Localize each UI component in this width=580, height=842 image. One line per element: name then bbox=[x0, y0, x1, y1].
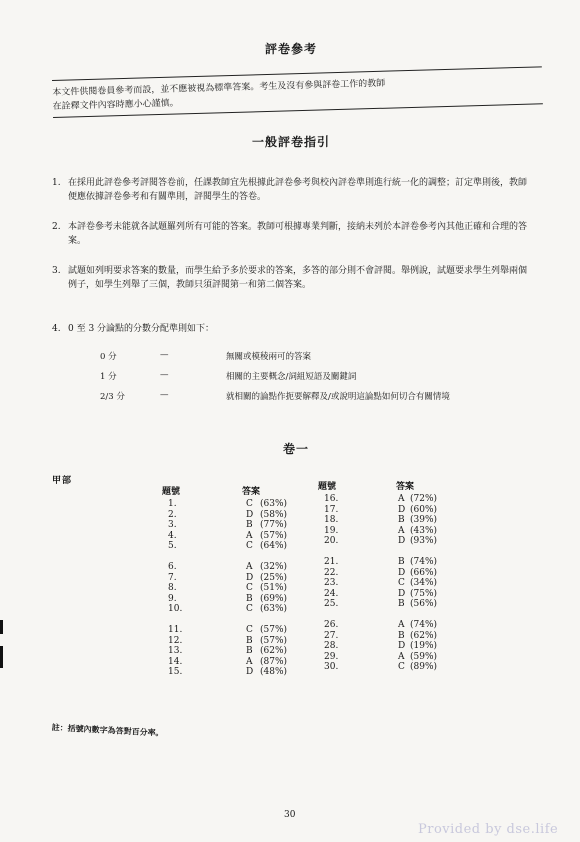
mark-dash: — bbox=[160, 390, 169, 400]
mark-description: 就相關的論點作扼要解釋及/或說明這論點如何切合有關情境 bbox=[226, 392, 450, 402]
answer-letter: B bbox=[398, 557, 405, 567]
instruction-text: 在採用此評卷參考評閱答卷前，任課教師宜先根據此評卷參考與校內評卷準則進行統一化的調整；訂定準則後，教師便應依據評卷參考和有關準則，評閱學生的答卷。 bbox=[68, 178, 528, 202]
answer-letter: C bbox=[398, 578, 405, 588]
guide-title: 一般評卷指引 bbox=[252, 135, 331, 149]
answer-percentage: (57%) bbox=[260, 635, 288, 646]
answer-letter: A bbox=[246, 562, 253, 572]
answer-percentage: (64%) bbox=[260, 541, 288, 551]
mark-dash: — bbox=[160, 370, 169, 380]
answer-percentage: (19%) bbox=[410, 641, 438, 651]
answer-percentage: (48%) bbox=[260, 667, 288, 677]
answer-letter: A bbox=[246, 530, 253, 541]
answer-letter: C bbox=[246, 583, 253, 593]
question-number: 13. bbox=[168, 646, 183, 656]
page-number: 30 bbox=[284, 810, 296, 820]
answer-letter: B bbox=[398, 630, 405, 641]
question-number: 9. bbox=[168, 593, 177, 604]
answer-letter: A bbox=[246, 656, 253, 667]
answer-letter: C bbox=[246, 625, 253, 635]
answer-percentage: (60%) bbox=[410, 504, 438, 515]
instruction-text: 0 至 3 分論點的分數分配準則如下： bbox=[68, 324, 215, 334]
question-number: 23. bbox=[324, 578, 339, 588]
answer-letter: A bbox=[398, 494, 405, 504]
question-number: 25. bbox=[324, 599, 339, 609]
mark-description: 相關的主要概念/詞組短語及關鍵詞 bbox=[226, 372, 357, 382]
question-number: 20. bbox=[324, 536, 339, 546]
disclaimer-box bbox=[52, 66, 543, 118]
question-number: 8. bbox=[168, 583, 177, 593]
answer-percentage: (66%) bbox=[410, 567, 438, 578]
question-number: 16. bbox=[324, 494, 339, 504]
answer-percentage: (62%) bbox=[260, 646, 288, 656]
question-number: 12. bbox=[168, 635, 183, 646]
credit-watermark: Provided by dse.life bbox=[418, 822, 559, 837]
answer-letter: D bbox=[398, 641, 406, 651]
question-number: 15. bbox=[168, 667, 183, 677]
question-number: 29. bbox=[324, 651, 339, 662]
answer-percentage: (59%) bbox=[410, 651, 438, 662]
answer-percentage: (93%) bbox=[410, 536, 438, 546]
answer-letter: A bbox=[398, 651, 405, 662]
question-number: 19. bbox=[324, 525, 339, 536]
disclaimer-line: 本文件供閱卷員參考而設，並不應被視為標準答案。考生及沒有參與評卷工作的教師 bbox=[52, 78, 386, 98]
answer-letter: C bbox=[398, 662, 405, 672]
answer-percentage: (39%) bbox=[410, 515, 438, 525]
instruction-number: 2. bbox=[52, 222, 61, 232]
binder-mark bbox=[0, 646, 3, 668]
question-number: 28. bbox=[324, 641, 339, 651]
question-number: 6. bbox=[168, 562, 177, 572]
answer-percentage: (51%) bbox=[260, 583, 288, 593]
answer-letter: C bbox=[246, 499, 253, 509]
instruction-3 bbox=[52, 264, 530, 292]
question-number: 24. bbox=[324, 588, 339, 599]
mark-score: 1 分 bbox=[100, 372, 117, 382]
answer-percentage: (57%) bbox=[260, 625, 288, 635]
paper-title: 卷一 bbox=[283, 442, 310, 456]
answer-percentage: (56%) bbox=[410, 599, 438, 609]
answer-percentage: (58%) bbox=[260, 509, 288, 520]
answer-percentage: (75%) bbox=[410, 588, 438, 599]
answer-percentage: (89%) bbox=[410, 662, 438, 672]
answer-header: 答案 bbox=[396, 482, 415, 492]
answer-percentage: (32%) bbox=[260, 562, 288, 572]
mark-score: 2/3 分 bbox=[100, 392, 125, 402]
mark-score: 0 分 bbox=[100, 352, 117, 362]
binder-mark bbox=[0, 620, 3, 634]
instruction-text: 本評卷參考未能就各試題羅列所有可能的答案。教師可根據專業判斷，接納未列於本評卷參考內其他正確和合理的答案。 bbox=[68, 222, 528, 246]
instruction-1 bbox=[52, 176, 530, 204]
question-number: 27. bbox=[324, 630, 339, 641]
answer-letter: B bbox=[246, 520, 253, 530]
qno-header: 題號 bbox=[162, 487, 181, 497]
answer-percentage: (87%) bbox=[260, 656, 288, 667]
question-number: 26. bbox=[324, 620, 339, 630]
question-number: 5. bbox=[168, 541, 177, 551]
answer-header: 答案 bbox=[242, 487, 261, 497]
answer-letter: C bbox=[246, 604, 253, 614]
mark-description: 無關或模稜兩可的答案 bbox=[226, 352, 312, 362]
disclaimer-line: 在詮釋文件內容時應小心謹慎。 bbox=[52, 98, 179, 112]
answer-percentage: (69%) bbox=[260, 593, 288, 604]
qno-header: 題號 bbox=[318, 482, 337, 492]
question-number: 7. bbox=[168, 572, 177, 583]
answer-percentage: (74%) bbox=[410, 620, 438, 630]
answer-letter: A bbox=[398, 525, 405, 536]
question-number: 14. bbox=[168, 656, 183, 667]
question-number: 17. bbox=[324, 504, 339, 515]
question-number: 3. bbox=[168, 520, 177, 530]
answer-percentage: (57%) bbox=[260, 530, 288, 541]
answer-percentage: (72%) bbox=[410, 494, 438, 504]
instruction-4 bbox=[52, 322, 530, 336]
instruction-2 bbox=[52, 220, 530, 248]
question-number: 2. bbox=[168, 509, 177, 520]
instruction-number: 4. bbox=[52, 324, 61, 334]
answer-letter: D bbox=[246, 572, 254, 583]
question-number: 18. bbox=[324, 515, 339, 525]
instruction-number: 1. bbox=[52, 178, 61, 188]
question-number: 21. bbox=[324, 557, 339, 567]
answer-letter: A bbox=[398, 620, 405, 630]
mark-dash: — bbox=[160, 350, 169, 360]
question-number: 4. bbox=[168, 530, 177, 541]
answer-letter: D bbox=[398, 567, 406, 578]
footnote: 註：括號內數字為答對百分率。 bbox=[51, 722, 164, 738]
answer-letter: B bbox=[246, 646, 253, 656]
answer-percentage: (25%) bbox=[260, 572, 288, 583]
question-number: 11. bbox=[168, 625, 183, 635]
answer-letter: D bbox=[398, 504, 406, 515]
answer-percentage: (34%) bbox=[410, 578, 438, 588]
section-label: 甲部 bbox=[52, 476, 73, 486]
instruction-number: 3. bbox=[52, 266, 61, 276]
answer-letter: B bbox=[246, 593, 253, 604]
answer-letter: C bbox=[246, 541, 253, 551]
answer-letter: D bbox=[398, 588, 406, 599]
instruction-text: 試題如列明要求答案的數量，而學生給予多於要求的答案，多答的部分則不會評閱。舉例說，試題要求學生列舉兩個例子，如學生列舉了三個，教師只須評閱第一和第二個答案。 bbox=[68, 266, 528, 290]
question-number: 22. bbox=[324, 567, 339, 578]
answer-percentage: (43%) bbox=[410, 525, 438, 536]
answer-percentage: (63%) bbox=[260, 604, 288, 614]
answer-letter: D bbox=[246, 509, 254, 520]
answer-letter: D bbox=[246, 667, 254, 677]
question-number: 1. bbox=[168, 499, 177, 509]
answer-percentage: (77%) bbox=[260, 520, 288, 530]
question-number: 30. bbox=[324, 662, 339, 672]
answer-percentage: (62%) bbox=[410, 630, 438, 641]
answer-letter: B bbox=[246, 635, 253, 646]
answer-percentage: (74%) bbox=[410, 557, 438, 567]
question-number: 10. bbox=[168, 604, 183, 614]
document-title: 評卷參考 bbox=[265, 42, 318, 56]
answer-letter: B bbox=[398, 599, 405, 609]
answer-letter: D bbox=[398, 536, 406, 546]
answer-letter: B bbox=[398, 515, 405, 525]
answer-percentage: (63%) bbox=[260, 499, 288, 509]
